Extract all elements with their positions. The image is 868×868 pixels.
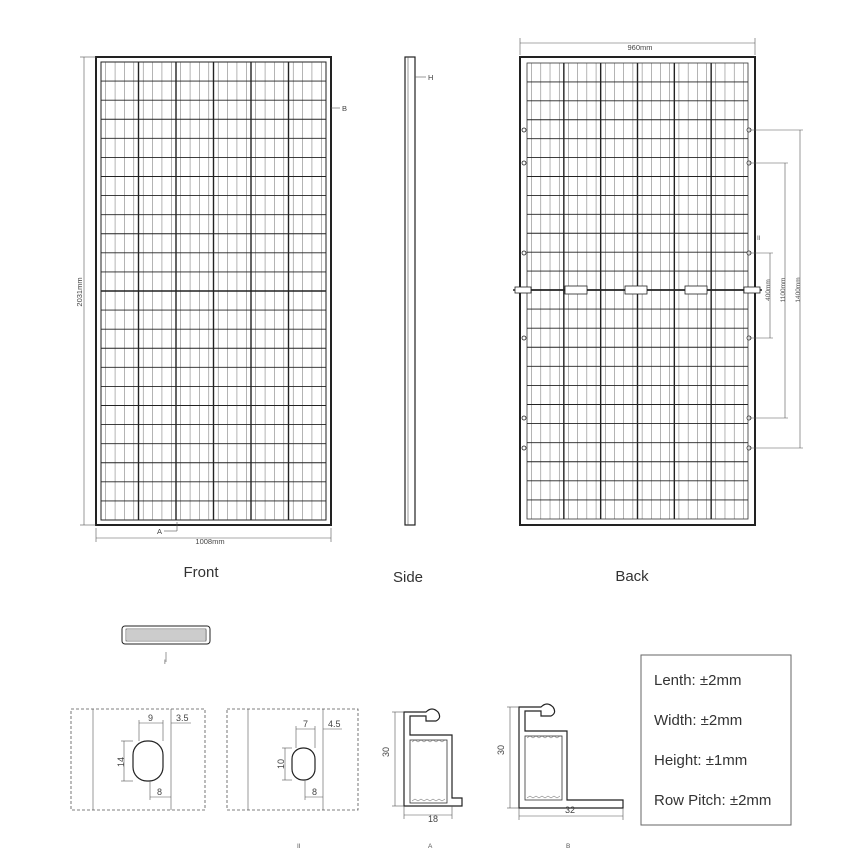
side-frame <box>405 57 415 525</box>
profile-a <box>381 709 462 850</box>
front-height-label: 2031mm <box>75 277 84 307</box>
back-view <box>513 38 803 585</box>
connector-left <box>515 287 531 293</box>
tolerance-box <box>641 655 791 825</box>
dim-400: 400mm <box>765 279 772 301</box>
tolerance-width: Width: ±2mm <box>654 712 743 729</box>
mounting-hole <box>522 416 526 420</box>
junction-box-3 <box>685 286 707 294</box>
detail-h <box>122 626 210 666</box>
profile-b <box>496 704 623 850</box>
side-marker-h: H <box>428 73 434 82</box>
detail-one-dim-3-5: 3.5 <box>176 713 189 723</box>
front-caption: Front <box>183 564 219 581</box>
back-width-label: 960mm <box>627 43 653 52</box>
side-caption: Side <box>392 569 424 586</box>
detail-one-dim-8: 8 <box>157 787 163 797</box>
tolerance-row-pitch: Row Pitch: ±2mm <box>654 792 772 809</box>
detail-hole-two <box>227 709 358 850</box>
back-caption: Back <box>615 568 649 585</box>
detail-one-dim-9: 9 <box>148 713 154 723</box>
profile-b-width: 32 <box>564 805 576 815</box>
front-view <box>75 57 347 581</box>
detail-two-dim-4-5: 4.5 <box>328 719 341 729</box>
mounting-hole <box>522 251 526 255</box>
mounting-hole <box>522 128 526 132</box>
side-view <box>393 57 433 586</box>
detail-hole-one <box>71 709 205 810</box>
front-width-label: 1008mm <box>195 537 225 546</box>
tolerance-length: Lenth: ±2mm <box>654 672 742 689</box>
front-marker-a: A <box>157 527 163 536</box>
junction-box-2 <box>625 286 647 294</box>
dim-1400: 1400mm <box>795 277 802 303</box>
mounting-hole <box>522 161 526 165</box>
detail-two-dim-10: 10 <box>276 758 286 770</box>
profile-a-width: 18 <box>427 814 439 824</box>
detail-two-label: II <box>297 843 301 850</box>
hole-two-slot <box>292 748 315 780</box>
detail-h-label: I <box>164 659 166 666</box>
junction-box-1 <box>565 286 587 294</box>
dim-1100: 1100mm <box>780 277 787 303</box>
mounting-hole <box>522 336 526 340</box>
front-marker-b: B <box>342 104 348 113</box>
profile-b-label: B <box>566 843 571 850</box>
profile-a-label: A <box>428 843 433 850</box>
profile-a-height: 30 <box>381 746 391 758</box>
detail-two-dim-8: 8 <box>312 787 318 797</box>
hole-one-slot <box>133 741 163 781</box>
back-marker-ii: II <box>757 235 761 242</box>
mounting-hole <box>522 446 526 450</box>
detail-one-dim-14: 14 <box>116 756 126 768</box>
tolerance-height: Height: ±1mm <box>654 752 748 769</box>
connector-right <box>744 287 760 293</box>
profile-b-height: 30 <box>496 744 506 756</box>
detail-two-dim-7: 7 <box>303 719 309 729</box>
